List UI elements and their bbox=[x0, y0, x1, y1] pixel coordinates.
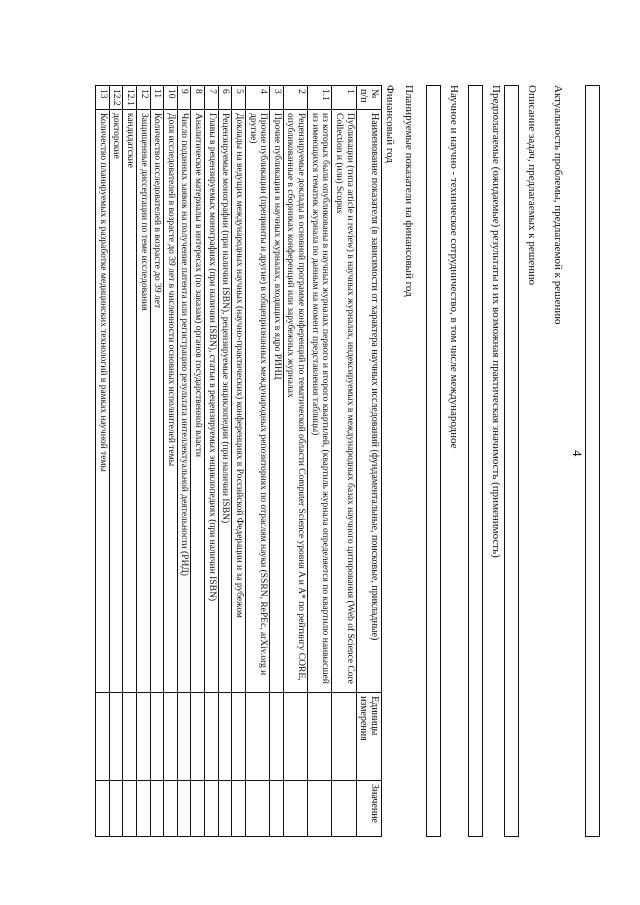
table-row bbox=[308, 86, 332, 837]
planned-indicators-label: Планируемые показатели на финансовый год bbox=[403, 85, 415, 297]
row-num: 6 bbox=[218, 86, 232, 110]
results-field[interactable] bbox=[468, 85, 483, 837]
row-name: Доля исследователей в возрасте до 39 лет в численности основных исполнителей темы bbox=[164, 109, 178, 692]
row-name: Прочие публикации в научных журналах, входящих в ядро РИНЦ bbox=[270, 109, 284, 692]
row-num: 9 bbox=[177, 86, 191, 110]
row-num: 5 bbox=[232, 86, 246, 110]
row-num: 2 bbox=[283, 86, 307, 110]
header-num: № п/п bbox=[356, 86, 381, 110]
row-name: Доклады на ведущих международных научных (научно-практических) конференциях в Российской Федерации и за рубежом bbox=[232, 109, 246, 692]
table-row bbox=[137, 86, 151, 837]
table-row bbox=[123, 86, 137, 837]
row-name: Рецензируемые доклады в основной программе конференций по тематической области Computer Science уровня A и A* по рейтингу CORE, опубликованные в сборниках конференций или зарубежных журналах bbox=[283, 109, 307, 692]
row-value[interactable] bbox=[308, 780, 332, 836]
row-name: докторские bbox=[109, 109, 123, 692]
row-value[interactable] bbox=[109, 780, 123, 836]
relevance-label: Актуальность проблемы, предлагаемой к решению bbox=[552, 85, 564, 325]
table-row bbox=[96, 86, 110, 837]
row-value[interactable] bbox=[246, 780, 270, 836]
row-name: Прочие публикации (препринты и другие) в общепризнанных международных репозиториях по отраслям науки (SSRN, RePEc, arXiv.org и другие) bbox=[246, 109, 270, 692]
row-num: 11 bbox=[150, 86, 164, 110]
row-unit[interactable] bbox=[164, 693, 178, 781]
row-unit[interactable] bbox=[205, 693, 219, 781]
row-value[interactable] bbox=[177, 780, 191, 836]
row-num: 12.1 bbox=[123, 86, 137, 110]
row-value[interactable] bbox=[283, 780, 307, 836]
table-row bbox=[109, 86, 123, 837]
header-name: Наименование показателя (в зависимости от характера научных исследований (фундаментальные, поисковые, прикладные) bbox=[356, 109, 381, 692]
table-row bbox=[164, 86, 178, 837]
row-value[interactable] bbox=[232, 780, 246, 836]
row-name: Защищенные диссертации по теме исследования bbox=[137, 109, 151, 692]
row-num: 3 bbox=[270, 86, 284, 110]
row-value[interactable] bbox=[218, 780, 232, 836]
row-name: Публикации (типа article и review) в научных журналах, индексируемых в международных базах научного цитирования (Web of Science Core Collection и (или) Scopus bbox=[332, 109, 356, 692]
row-name: Аналитические материалы в интересах (по заказам) органов государственной власти bbox=[191, 109, 205, 692]
tasks-field[interactable] bbox=[504, 85, 519, 837]
row-num: 13 bbox=[96, 86, 110, 110]
row-num: 4 bbox=[246, 86, 270, 110]
row-num: 1.1 bbox=[308, 86, 332, 110]
row-value[interactable] bbox=[205, 780, 219, 836]
cooperation-label: Научное и научно - техническое сотрудничество, в том числе международное bbox=[448, 85, 460, 449]
table-row bbox=[150, 86, 164, 837]
table-row bbox=[232, 86, 246, 837]
row-value[interactable] bbox=[164, 780, 178, 836]
row-unit[interactable] bbox=[109, 693, 123, 781]
financial-year-label: Финансовый год bbox=[384, 85, 396, 163]
row-num: 7 bbox=[205, 86, 219, 110]
row-name: Количество планируемых к разработке медицинских технологий в рамках научной темы bbox=[96, 109, 110, 692]
row-name: из которых были опубликованы в научных журналах первого и второго квартилей, (квартиль журнала определяется по квартилю наивысшей из имеющихся тематик журнала по данным на момент представления таблицы) bbox=[308, 109, 332, 692]
row-name: Число поданных заявок на получение патента или регистрацию результата интеллектуальной деятельности (РИД) bbox=[177, 109, 191, 692]
table-row bbox=[205, 86, 219, 837]
table-row bbox=[246, 86, 270, 837]
cooperation-field[interactable] bbox=[426, 85, 441, 837]
row-unit[interactable] bbox=[283, 693, 307, 781]
row-value[interactable] bbox=[191, 780, 205, 836]
row-value[interactable] bbox=[123, 780, 137, 836]
table-row bbox=[191, 86, 205, 837]
row-unit[interactable] bbox=[332, 693, 356, 781]
row-num: 12 bbox=[137, 86, 151, 110]
row-unit[interactable] bbox=[246, 693, 270, 781]
row-unit[interactable] bbox=[270, 693, 284, 781]
table-row bbox=[177, 86, 191, 837]
row-value[interactable] bbox=[270, 780, 284, 836]
row-value[interactable] bbox=[96, 780, 110, 836]
row-num: 12.2 bbox=[109, 86, 123, 110]
table-row bbox=[218, 86, 232, 837]
row-num: 10 bbox=[164, 86, 178, 110]
row-unit[interactable] bbox=[123, 693, 137, 781]
indicators-table bbox=[95, 85, 382, 837]
table-row bbox=[283, 86, 307, 837]
row-num: 1 bbox=[332, 86, 356, 110]
header-unit: Единицы измерения bbox=[356, 693, 381, 781]
row-value[interactable] bbox=[137, 780, 151, 836]
table-header-row bbox=[356, 86, 381, 837]
row-name: Рецензируемые монографии (при наличии ISBN), рецензируемые энциклопедии (при наличии ISBN) bbox=[218, 109, 232, 692]
tasks-label: Описание задач, предлагаемых к решению bbox=[526, 85, 538, 286]
row-value[interactable] bbox=[332, 780, 356, 836]
row-unit[interactable] bbox=[137, 693, 151, 781]
row-unit[interactable] bbox=[96, 693, 110, 781]
row-num: 8 bbox=[191, 86, 205, 110]
relevance-field[interactable] bbox=[585, 85, 600, 837]
table-row bbox=[270, 86, 284, 837]
row-unit[interactable] bbox=[150, 693, 164, 781]
table-row bbox=[332, 86, 356, 837]
row-value[interactable] bbox=[150, 780, 164, 836]
row-unit[interactable] bbox=[191, 693, 205, 781]
page-number: 4 bbox=[570, 450, 585, 457]
row-unit[interactable] bbox=[177, 693, 191, 781]
row-unit[interactable] bbox=[308, 693, 332, 781]
header-value: Значение bbox=[356, 780, 381, 836]
results-label: Предполагаемые (ожидаемые) результаты и их возможная практическая значимость (применимость) bbox=[490, 85, 502, 558]
row-name: кандидатские bbox=[123, 109, 137, 692]
row-name: Главы в рецензируемых монографиях (при наличии ISBN), статьи в рецензируемых энциклопедиях (при наличии ISBN) bbox=[205, 109, 219, 692]
row-unit[interactable] bbox=[232, 693, 246, 781]
row-unit[interactable] bbox=[218, 693, 232, 781]
row-name: Количество исследователей в возрасте до 39 лет bbox=[150, 109, 164, 692]
